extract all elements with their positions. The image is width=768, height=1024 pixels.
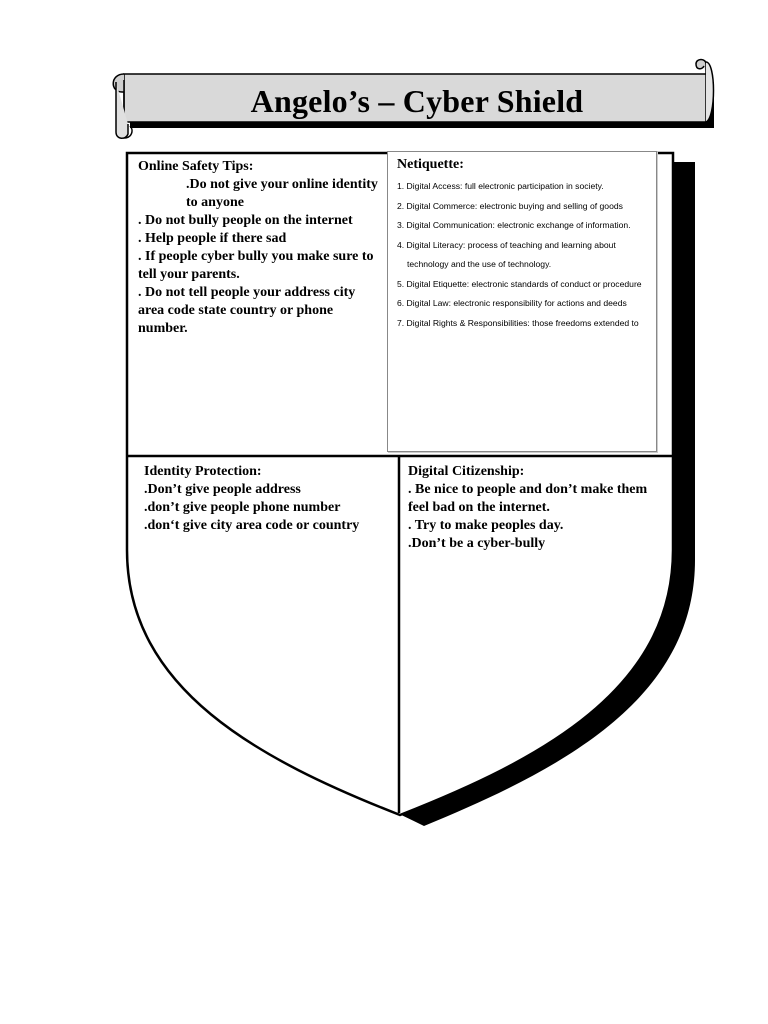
- online-safety-heading: Online Safety Tips:: [138, 159, 254, 174]
- digital-citizenship-line: . Try to make peoples day.: [408, 518, 564, 533]
- digital-citizenship-line: . Be nice to people and don’t make them feel bad on the internet.: [408, 482, 648, 515]
- netiquette-item: technology and the use of technology.: [407, 259, 552, 269]
- online-safety-line: . Help people if there sad: [138, 231, 287, 246]
- netiquette-heading: Netiquette:: [397, 157, 464, 172]
- online-safety-line: . If people cyber bully you make sure to tell your parents.: [138, 249, 374, 282]
- netiquette-item: 6. Digital Law: electronic responsibility for actions and deeds: [397, 298, 627, 308]
- digital-citizenship-heading: Digital Citizenship:: [408, 464, 525, 479]
- digital-citizenship-section: [408, 463, 658, 553]
- identity-protection-section: [144, 463, 394, 535]
- identity-protection-heading: Identity Protection:: [144, 464, 262, 479]
- identity-protection-line: .don’t give people phone number: [144, 500, 341, 515]
- online-safety-line: . Do not bully people on the internet: [138, 213, 353, 228]
- online-safety-line: . Do not tell people your address city area code state country or phone number.: [138, 285, 356, 336]
- netiquette-list: [397, 177, 651, 333]
- netiquette-item: 5. Digital Etiquette: electronic standards of conduct or procedure: [397, 278, 642, 289]
- online-safety-section: [138, 158, 380, 338]
- identity-protection-line: .Don’t give people address: [144, 482, 301, 497]
- netiquette-item: 2. Digital Commerce: electronic buying and selling of goods: [397, 200, 623, 211]
- online-safety-line: .Do not give your online identity to anyone: [186, 177, 378, 210]
- netiquette-item: 3. Digital Communication: electronic exchange of information.: [397, 220, 631, 230]
- netiquette-item: 1. Digital Access: full electronic participation in society.: [397, 181, 604, 191]
- page-title: Angelo’s – Cyber Shield: [250, 83, 584, 119]
- identity-protection-line: .don‘t give city area code or country: [144, 518, 360, 533]
- netiquette-item: 4. Digital Literacy: process of teaching and learning about: [397, 239, 616, 250]
- netiquette-item: 7. Digital Rights & Responsibilities: those freedoms extended to: [397, 317, 639, 328]
- netiquette-box: [387, 151, 657, 452]
- digital-citizenship-line: .Don’t be a cyber-bully: [408, 536, 546, 551]
